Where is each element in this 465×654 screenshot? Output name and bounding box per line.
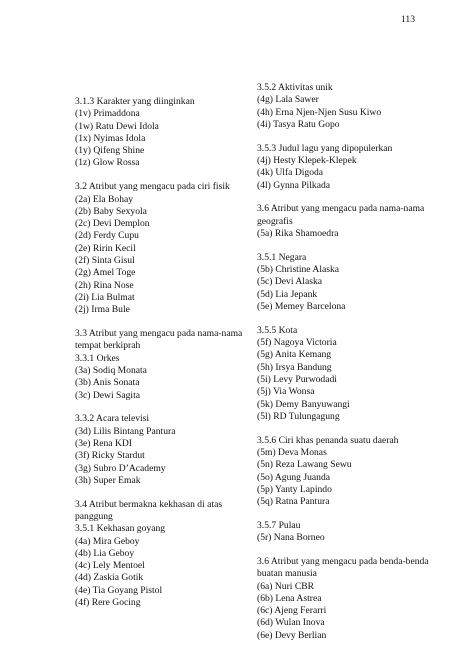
- section-block: [75, 413, 260, 487]
- section-block: [257, 520, 442, 545]
- list-item: (4g) Lala Sawer: [257, 94, 319, 106]
- section-heading: 3.6 Atribut yang mengacu pada nama-nama geografis: [257, 203, 425, 227]
- list-item: (2a) Ela Bohay: [75, 193, 134, 205]
- list-item: (3d) Lilis Bintang Pantura: [75, 425, 176, 437]
- list-item: (5p) Yanty Lapindo: [257, 483, 332, 495]
- list-item: (5j) Via Wonsa: [257, 386, 315, 398]
- list-item: (6e) Devy Berlian: [257, 629, 327, 641]
- list-item: (4k) Ulfa Digoda: [257, 167, 324, 179]
- list-item: 3.3.1 Orkes: [75, 352, 120, 364]
- list-item: (3b) Anis Sonata: [75, 377, 140, 389]
- section-heading: 3.3.2 Acara televisi: [75, 413, 150, 425]
- left-column: [75, 96, 260, 621]
- list-item: (6a) Nuri CBR: [257, 580, 315, 592]
- list-item: (4d) Zaskia Gotik: [75, 572, 144, 584]
- list-item: (3g) Subro D’Academy: [75, 462, 166, 474]
- list-item: (5o) Agung Juanda: [257, 471, 331, 483]
- section-block: [257, 556, 442, 642]
- section-heading: 3.4 Atribut bermakna kekhasan di atas panggung: [75, 498, 223, 522]
- list-item: (2c) Devi Demplon: [75, 218, 150, 230]
- list-item: (4l) Gynna Pilkada: [257, 179, 331, 191]
- list-item: (3e) Rena KDI: [75, 437, 133, 449]
- list-item: (4c) Lely Mentoel: [75, 560, 145, 572]
- section-block: [257, 325, 442, 423]
- right-column: [257, 82, 442, 654]
- list-item: (1y) Qifeng Shine: [75, 145, 145, 157]
- list-item: (2h) Rina Nose: [75, 279, 134, 291]
- list-item: (5d) Lia Jepank: [257, 288, 318, 300]
- list-item: (5m) Deva Monas: [257, 446, 327, 458]
- list-item: (5e) Memey Barcelona: [257, 300, 346, 312]
- list-item: (5h) Irsya Bandung: [257, 361, 332, 373]
- section-heading: 3.5.7 Pulau: [257, 519, 301, 531]
- list-item: (5g) Anita Kemang: [257, 349, 332, 361]
- list-item: (5a) Rika Shamoedra: [257, 227, 339, 239]
- list-item: (2e) Ririn Kecil: [75, 242, 136, 254]
- section-block: [257, 143, 442, 192]
- list-item: (5l) RD Tulungagung: [257, 410, 340, 422]
- section-block: [257, 82, 442, 131]
- list-item: (6d) Wulan Inova: [257, 617, 325, 629]
- list-item: (2g) Amel Toge: [75, 267, 136, 279]
- list-item: (5f) Nagoya Victoria: [257, 337, 337, 349]
- list-item: (6b) Lena Astrea: [257, 592, 322, 604]
- section-block: [75, 181, 260, 316]
- list-item: (4h) Erna Njen-Njen Susu Kiwo: [257, 106, 382, 118]
- section-block: [257, 203, 442, 240]
- section-block: [75, 328, 260, 402]
- section-heading: 3.6 Atribut yang mengacu pada benda-benda buatan manusia: [257, 556, 429, 580]
- list-item: (2j) Irma Bule: [75, 304, 130, 316]
- page-number: 113: [400, 14, 415, 25]
- section-heading: 3.5.2 Aktivitas unik: [257, 82, 333, 93]
- section-heading: 3.3 Atribut yang mengacu pada nama-nama tempat berkiprah: [75, 328, 243, 352]
- section-heading: 3.5.1 Negara: [257, 251, 307, 263]
- section-heading: 3.5.6 Ciri khas penanda suatu daerah: [257, 434, 399, 446]
- list-item: (2b) Baby Sexyola: [75, 205, 147, 217]
- list-item: (2f) Sinta Gisul: [75, 255, 135, 267]
- section-block: [75, 96, 260, 170]
- list-item: (4e) Tia Goyang Pistol: [75, 584, 163, 596]
- list-item: (1z) Glow Rossa: [75, 157, 140, 169]
- list-item: (4i) Tasya Ratu Gopo: [257, 118, 340, 130]
- section-heading: 3.5.5 Kota: [257, 324, 298, 336]
- section-block: [75, 499, 260, 610]
- list-item: (3a) Sodiq Monata: [75, 364, 147, 376]
- list-item: (5k) Demy Banyuwangi: [257, 398, 350, 410]
- list-item: (3f) Ricky Stardut: [75, 450, 145, 462]
- section-heading: 3.1.3 Karakter yang diinginkan: [75, 96, 195, 107]
- section-heading: 3.5.3 Judul lagu yang dipopulerkan: [257, 142, 393, 154]
- list-item: (3h) Super Emak: [75, 474, 141, 486]
- list-item: (2i) Lia Bulmat: [75, 291, 135, 303]
- list-item: (4j) Hesty Klepek-Klepek: [257, 154, 357, 166]
- list-item: (5i) Levy Purwodadi: [257, 373, 337, 385]
- list-item: (2d) Ferdy Cupu: [75, 230, 139, 242]
- list-item: (4b) Lia Geboy: [75, 547, 135, 559]
- section-block: [257, 252, 442, 313]
- section-block: [257, 435, 442, 509]
- list-item: (6c) Ajeng Ferarri: [257, 605, 327, 617]
- list-item: (5q) Ratna Pantura: [257, 496, 330, 508]
- list-item: (3c) Dewi Sagita: [75, 389, 141, 401]
- list-item: (4f) Rere Gocing: [75, 596, 141, 608]
- list-item: (5b) Christine Alaska: [257, 264, 340, 276]
- list-item: (5r) Nana Borneo: [257, 532, 325, 544]
- list-item: (5n) Reza Lawang Sewu: [257, 459, 352, 471]
- list-item: (1v) Primaddona: [75, 108, 140, 120]
- list-item: (1w) Ratu Dewi Idola: [75, 120, 159, 132]
- section-heading: 3.2 Atribut yang mengacu pada ciri fisik: [75, 181, 230, 193]
- list-item: (4a) Mira Geboy: [75, 535, 140, 547]
- list-item: 3.5.1 Kekhasan goyang: [75, 523, 166, 535]
- list-item: (1x) Nyimas Idola: [75, 132, 146, 144]
- list-item: (5c) Devi Alaska: [257, 276, 323, 288]
